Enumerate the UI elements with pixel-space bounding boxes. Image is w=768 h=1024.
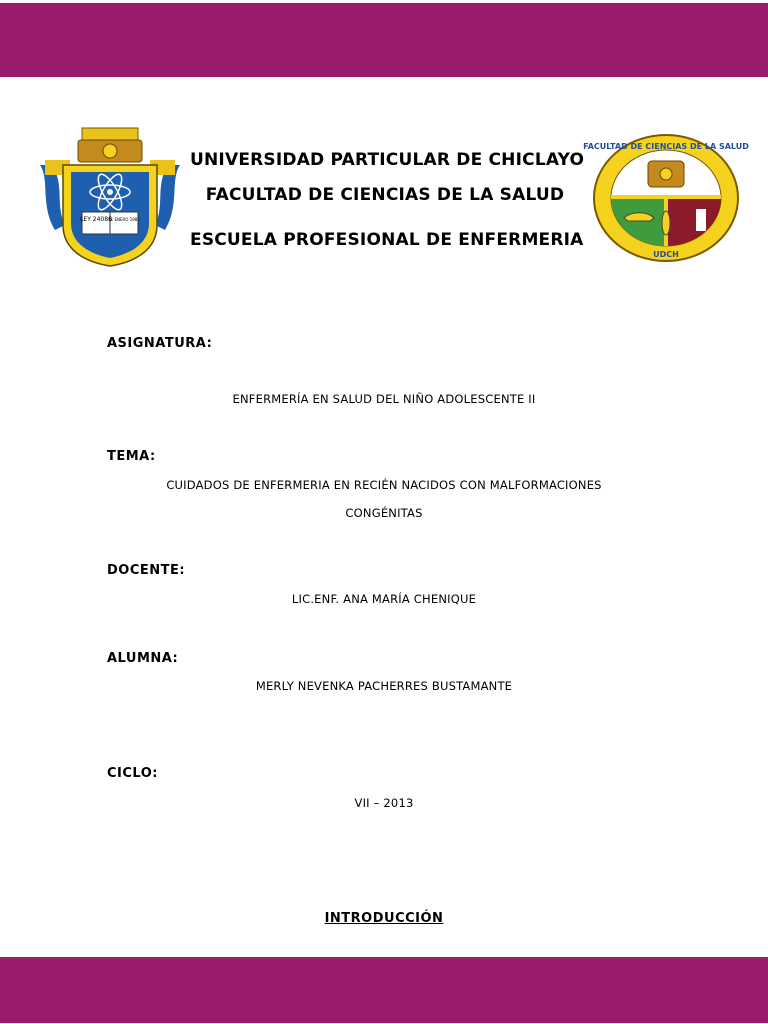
tema-value-line-1: CUIDADOS DE ENFERMERIA EN RECIÉN NACIDOS CON MALFORMACIONES [166,478,602,492]
university-name: UNIVERSIDAD PARTICULAR DE CHICLAYO [190,150,585,170]
ciclo-label: CICLO: [107,766,158,781]
logo-ring-text: FACULTAD DE CIENCIAS DE LA SALUD [583,142,749,151]
logo-text-ley: LEY 24086 [80,216,112,223]
university-logo [30,120,190,270]
faculty-name: FACULTAD DE CIENCIAS DE LA SALUD [205,185,565,205]
alumna-value: MERLY NEVENKA PACHERRES BUSTAMANTE [255,679,513,693]
tema-label: TEMA: [107,449,156,464]
introduction-heading: INTRODUCCIÓN [324,911,444,926]
logo-bottom-text: UDCH [653,250,679,259]
bottom-color-band [0,957,768,1023]
docente-label: DOCENTE: [107,563,186,578]
school-name: ESCUELA PROFESIONAL DE ENFERMERIA [190,230,584,250]
asignatura-label: ASIGNATURA: [107,336,213,351]
tema-value-line-2: CONGÉNITAS [345,506,423,520]
logo-text-date: 11 ENERO 1985 [108,217,140,222]
faculty-logo [583,133,749,263]
ciclo-value: VII – 2013 [354,796,414,810]
asignatura-value: ENFERMERÍA EN SALUD DEL NIÑO ADOLESCENTE II [232,392,536,406]
alumna-label: ALUMNA: [107,651,179,666]
docente-value: LIC.ENF. ANA MARÍA CHENIQUE [291,592,477,606]
top-color-band [0,3,768,77]
